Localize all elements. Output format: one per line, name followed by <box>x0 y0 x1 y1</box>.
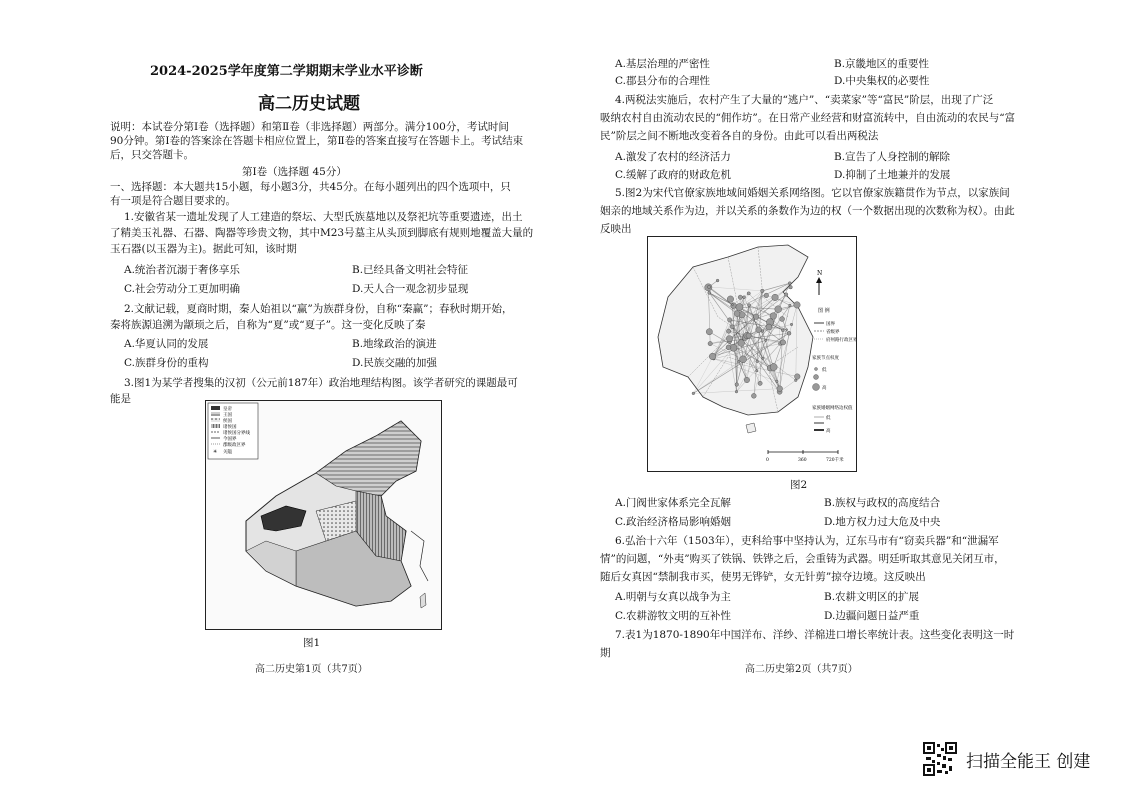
q6-option-c[interactable]: C.农耕游牧文明的互补性 <box>615 610 731 622</box>
network-node <box>727 318 731 322</box>
figure-1-caption: 图1 <box>303 637 321 649</box>
q6-stem-2: 情”的问题，“外夷”购买了铁锅、铁铧之后，会重铸为武器。明廷听取其意见关闭互市， <box>600 553 1005 565</box>
q2-option-a[interactable]: A.华夏认同的发展 <box>124 338 209 350</box>
network-node <box>766 324 772 330</box>
network-node <box>756 360 759 363</box>
q5-stem-1: 5.图2为宋代官僚家族地域间婚姻关系网络图。它以官僚家族籍贯作为节点，以家族间 <box>615 187 1010 199</box>
legend-label-kingdom: 王国 <box>223 413 232 418</box>
q3-stem-2: 能是 <box>110 393 131 405</box>
q5-stem-2: 姻亲的地域关系作为边，并以关系的条数作为边的权（一个数据出现的次数称为权）。由此 <box>600 205 1015 217</box>
network-node <box>708 341 712 345</box>
song-network-svg <box>648 237 856 471</box>
network-node <box>744 377 749 382</box>
scale-720: 720千米 <box>826 458 844 463</box>
pass-icon: ✳ <box>213 449 218 455</box>
q7-stem-1: 7.表1为1870-1890年中国洋布、洋纱、洋棉进口增长率统计表。这些变化表明这一时 <box>615 629 1015 641</box>
exam-title: 高二历史试题 <box>258 94 360 114</box>
network-node <box>787 331 791 335</box>
network-node <box>731 303 737 309</box>
q2-stem-1: 2.文献记载，夏商时期，秦人始祖以“赢”为族群身份，自称“秦赢”；春秋时期开始， <box>124 303 513 315</box>
network-node <box>708 291 711 294</box>
q4-stem-1: 4.两税法实施后，农村产生了大量的“逃户”、“卖菜家”等“富民”阶层，出现了广泛 <box>615 94 994 106</box>
q6-option-d[interactable]: D.边疆问题日益严重 <box>824 610 920 622</box>
q1-option-b[interactable]: B.已经具备文明社会特征 <box>352 264 469 276</box>
network-node <box>794 374 800 380</box>
network-node <box>738 295 742 299</box>
figure-1-map <box>205 400 442 630</box>
q2-option-c[interactable]: C.族群身份的重构 <box>124 357 209 369</box>
network-node <box>762 357 764 359</box>
legend-swatch-vassal <box>211 424 220 428</box>
q4-option-c[interactable]: C.缓解了政府的财政危机 <box>615 169 731 181</box>
q1-stem-2: 了精美玉礼器、石器、陶器等珍贵文物，其中M23号墓主从头顶到脚底有规则地覆盖大量的 <box>110 227 534 239</box>
network-node <box>784 293 788 297</box>
legend-label-emperor: 皇帝 <box>223 407 232 412</box>
network-node <box>727 296 733 302</box>
taiwan-island <box>420 593 426 608</box>
legend-edge-high: 高 <box>826 429 831 434</box>
scale-0: 0 <box>766 458 769 463</box>
network-node <box>780 340 785 345</box>
q5-option-a[interactable]: A.门阀世家体系完全瓦解 <box>615 497 731 509</box>
legend-prefecture-border: 府州路行政区界 <box>826 338 856 343</box>
instructions-line-3: 后，只交答题卡。 <box>110 149 194 161</box>
q2-option-b[interactable]: B.地缘政治的演进 <box>352 338 437 350</box>
section-title: 第Ⅰ卷（选择题 45分） <box>242 166 347 178</box>
network-node <box>735 390 738 393</box>
q4-stem-2: 吸纳农村自由流动农民的“佣作坊”。在日常产业经营和财富流转中，自由流动的农民与“富 <box>600 112 1016 124</box>
fig1-legend <box>208 403 258 459</box>
legend-edge-title: 家族婚姻网络边权值 <box>812 406 853 411</box>
network-node <box>777 386 783 392</box>
legend-label-national-border: 今国界 <box>223 437 237 442</box>
network-node <box>706 329 712 335</box>
q5-option-b[interactable]: B.族权与政权的高度结合 <box>824 497 941 509</box>
network-node <box>730 325 734 329</box>
network-node <box>761 289 765 293</box>
network-node <box>738 340 745 347</box>
network-node <box>751 393 756 398</box>
q4-stem-3: 民”阶层之间不断地改变着各自的身份。由此可以看出两税法 <box>600 130 879 142</box>
network-node <box>726 329 730 333</box>
q3-option-c[interactable]: C.郡县分布的合理性 <box>615 75 710 87</box>
q5-option-c[interactable]: C.政治经济格局影响婚姻 <box>615 516 731 528</box>
coastline <box>411 531 428 581</box>
network-node <box>765 339 767 341</box>
figure-2-caption: 图2 <box>790 479 808 491</box>
q6-option-a[interactable]: A.明朝与女真以战争为主 <box>615 591 731 603</box>
q1-option-c[interactable]: C.社会劳动分工更加明确 <box>124 283 240 295</box>
legend-swatch-kingdom <box>211 412 220 416</box>
q1-option-d[interactable]: D.天人合一观念初步显现 <box>352 283 469 295</box>
hainan-island <box>746 423 756 433</box>
network-node <box>790 323 793 326</box>
legend-edge-low: 低 <box>826 416 831 421</box>
section-intro-2: 有一项是符合题目要求的。 <box>110 195 236 207</box>
legend-node-low: 低 <box>822 368 827 373</box>
network-node <box>716 279 719 282</box>
figure-2-network-map <box>647 236 857 472</box>
network-node <box>709 353 716 360</box>
han-map-svg <box>206 401 441 629</box>
network-node <box>743 296 746 299</box>
network-node <box>781 329 784 332</box>
network-node <box>740 356 747 363</box>
network-node <box>734 311 740 317</box>
exam-header: 2024-2025学年度第二学期期末学业水平诊断 <box>150 64 423 79</box>
section-intro-1: 一、选择题：本大题共15小题，每小题3分，共45分。在每小题列出的四个选项中，只 <box>110 181 511 193</box>
q6-stem-1: 6.弘治十六年（1503年），吏科给事中坚持认为，辽东马市有“窃卖兵器”和“泄漏军 <box>615 535 999 547</box>
network-node <box>770 363 777 370</box>
network-node <box>756 327 762 333</box>
network-node <box>737 360 740 363</box>
legend-national-border: 国界 <box>826 322 835 327</box>
network-node <box>731 304 733 306</box>
q2-stem-2: 秦将族源追溯为颛顼之后，自称为“夏”或“夏子”。这一变化反映了秦 <box>110 319 426 331</box>
q6-stem-3: 随后女真因“禁制我市买，使男无铧铲，女无针剪”掠夺边境。这反映出 <box>600 571 926 583</box>
q2-option-d[interactable]: D.民族交融的加强 <box>352 357 437 369</box>
q1-option-a[interactable]: A.统治者沉溺于奢侈享乐 <box>124 264 240 276</box>
legend-label-marquisate: 侯国 <box>223 419 232 424</box>
q4-option-b[interactable]: B.宣告了人身控制的解除 <box>834 151 951 163</box>
network-node <box>780 317 785 322</box>
network-node <box>707 285 710 288</box>
instructions-line-1: 说明：本试卷分第Ⅰ卷（选择题）和第Ⅱ卷（非选择题）两部分。满分100分，考试时间 <box>110 121 509 133</box>
instructions-line-2: 90分钟。第Ⅰ卷的答案涂在答题卡相应位置上，第Ⅱ卷的答案直接写在答题卡上。考试结束 <box>110 135 524 147</box>
legend-swatch-emperor <box>211 406 220 410</box>
network-node <box>692 392 695 395</box>
q6-option-b[interactable]: B.农耕文明区的扩展 <box>824 591 920 603</box>
network-node <box>747 292 750 295</box>
legend-label-prefecture-border: 郡级政区界 <box>223 443 246 448</box>
network-node <box>788 282 791 285</box>
scanner-watermark: 扫描全能王 创建 <box>966 752 1091 772</box>
q7-stem-2: 期 <box>600 647 611 659</box>
north-label: N <box>817 270 823 277</box>
q4-option-d[interactable]: D.抑制了土地兼并的发展 <box>834 169 951 181</box>
legend-label-pass: 关隘 <box>223 450 232 455</box>
legend-label-vassal-border: 诸侯国分界线 <box>223 431 250 436</box>
network-node <box>758 381 762 385</box>
legend-node-title: 家族节点权度 <box>812 356 839 361</box>
network-node <box>770 313 777 320</box>
network-node <box>748 304 751 307</box>
q1-stem-1: 1.安徽省某一遗址发现了人工建造的祭坛、大型氏族墓地以及祭祀坑等重要遗迹，出土 <box>124 211 523 223</box>
network-node <box>772 294 779 301</box>
q3-stem-1: 3.图1为某学者搜集的汉初（公元前187年）政治地理结构图。该学者研究的课题最可 <box>124 377 518 389</box>
q3-option-d[interactable]: D.中央集权的必要性 <box>834 75 930 87</box>
fig2-legend <box>812 307 856 434</box>
network-node <box>746 333 751 338</box>
north-arrow-icon <box>816 277 822 283</box>
network-node <box>726 345 731 350</box>
network-node <box>789 285 793 289</box>
q4-option-a[interactable]: A.激发了农村的经济活力 <box>615 151 731 163</box>
qr-code <box>923 742 957 776</box>
page-2-footer: 高二历史第2页（共7页） <box>745 664 858 675</box>
legend-label-vassal: 诸侯国 <box>223 425 237 430</box>
legend-swatch-marquisate <box>211 418 220 422</box>
scale-bar <box>766 450 844 463</box>
q3-option-b[interactable]: B.京畿地区的重要性 <box>834 58 930 70</box>
north-arrow <box>816 270 822 295</box>
q5-option-d[interactable]: D.地方权力过大危及中央 <box>824 516 941 528</box>
q3-option-a[interactable]: A.基层治理的严密性 <box>615 58 710 70</box>
q1-stem-3: 玉石器(以玉器为主)。据此可知，该时期 <box>110 243 297 255</box>
network-node <box>794 302 801 309</box>
legend-node-high: 高 <box>822 386 827 391</box>
q5-stem-3: 反映出 <box>600 223 632 235</box>
network-node <box>735 383 739 387</box>
network-node <box>775 306 782 313</box>
network-node <box>736 303 743 310</box>
scale-360: 360 <box>798 458 807 463</box>
qr-code-icon <box>923 742 957 776</box>
network-node <box>776 380 779 383</box>
page-1-footer: 高二历史第1页（共7页） <box>255 664 368 675</box>
network-node <box>726 336 732 342</box>
network-node <box>753 314 759 320</box>
legend-province-border: 省级界 <box>826 330 840 335</box>
network-node <box>786 329 788 331</box>
legend-title: 图 例 <box>818 308 830 314</box>
network-node <box>755 369 758 372</box>
network-node <box>764 293 769 298</box>
network-node <box>789 304 792 307</box>
